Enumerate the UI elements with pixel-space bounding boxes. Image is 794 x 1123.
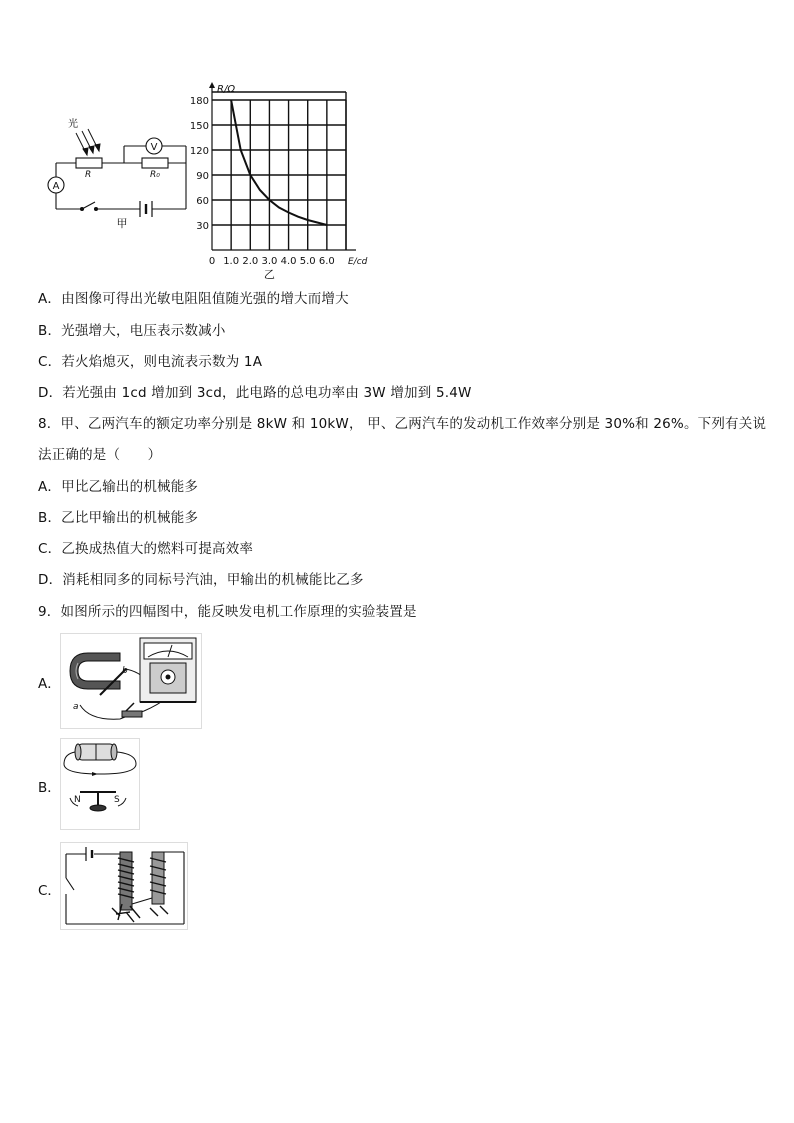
fig-a-label-a: a bbox=[73, 702, 79, 712]
coil-icon bbox=[75, 744, 117, 760]
q8-stem-line1: 8．甲、乙两汽车的额定功率分别是 8kW 和 10kW， 甲、乙两汽车的发动机工作效率分别是 30%和 26%。下列有关说 bbox=[38, 416, 767, 432]
galvanometer-icon bbox=[140, 638, 196, 702]
q8-option-d: D．消耗相同多的同标号汽油，甲输出的机械能比乙多 bbox=[38, 572, 364, 588]
fig-b-label-s: S bbox=[114, 795, 120, 805]
chart-x-tick-label: 2.0 bbox=[242, 256, 259, 267]
q9-option-b-label: B． bbox=[38, 780, 61, 796]
resistor-r0-label: R₀ bbox=[150, 170, 160, 180]
chart-x-tick-label: 3.0 bbox=[261, 256, 278, 267]
chart-y-tick-label: 60 bbox=[196, 196, 209, 207]
chart-y-tick-label: 30 bbox=[196, 221, 209, 232]
q8-option-c: C．乙换成热值大的燃料可提高效率 bbox=[38, 541, 254, 557]
chart-series-line bbox=[231, 100, 327, 225]
q8-option-b: B．乙比甲输出的机械能多 bbox=[38, 510, 199, 526]
circuit-wires bbox=[56, 146, 186, 209]
resistor-r-label: R bbox=[85, 170, 92, 180]
voltmeter-label: V bbox=[150, 142, 158, 153]
q7-option-b: B．光强增大，电压表示数减小 bbox=[38, 323, 226, 339]
chart-y-tick-label: 120 bbox=[189, 146, 209, 157]
circuit-figure bbox=[40, 115, 200, 233]
chart-x-tick-label: 0 bbox=[208, 256, 216, 267]
light-label: 光 bbox=[68, 119, 78, 130]
q8-option-a: A．甲比乙输出的机械能多 bbox=[38, 479, 199, 495]
q7-option-c: C．若火焰熄灭，则电流表示数为 1A bbox=[38, 354, 263, 370]
chart-xlabel: E/cd bbox=[348, 257, 368, 267]
q8-stem-line2: 法正确的是（ ） bbox=[38, 447, 162, 463]
chart-y-arrow bbox=[209, 82, 215, 88]
ammeter-label: A bbox=[52, 181, 60, 192]
chart-x-tick-label: 1.0 bbox=[223, 256, 240, 267]
chart-x-tick-label: 5.0 bbox=[299, 256, 316, 267]
photoresistor-r bbox=[76, 158, 102, 168]
chart-y-tick-label: 90 bbox=[196, 171, 209, 182]
resistor-r0 bbox=[142, 158, 168, 168]
chart-x-tick-label: 4.0 bbox=[280, 256, 297, 267]
chart-ylabel: R/Ω bbox=[217, 84, 235, 95]
chart-y-tick-label: 180 bbox=[189, 96, 209, 107]
chart-y-tick-label: 150 bbox=[189, 121, 209, 132]
q7-option-a: A．由图像可得出光敏电阻阻值随光强的增大而增大 bbox=[38, 291, 349, 307]
q9-option-c-label: C． bbox=[38, 883, 61, 899]
q9-figure-b bbox=[60, 738, 140, 830]
fig-b-label-n: N bbox=[74, 795, 81, 805]
resistance-chart bbox=[188, 80, 378, 280]
q9-stem: 9．如图所示的四幅图中，能反映发电机工作原理的实验装置是 bbox=[38, 604, 417, 620]
circuit-caption: 甲 bbox=[116, 217, 128, 230]
chart-x-tick-label: 6.0 bbox=[318, 256, 335, 267]
battery-icon bbox=[140, 201, 152, 217]
fig-a-label-b: b bbox=[122, 666, 128, 676]
switch-icon bbox=[81, 202, 98, 211]
q9-figure-a bbox=[60, 633, 202, 729]
q7-option-d: D．若光强由 1cd 增加到 3cd，此电路的总电功率由 3W 增加到 5.4W bbox=[38, 385, 472, 401]
chart-caption: 乙 bbox=[263, 268, 275, 280]
light-arrows bbox=[76, 129, 100, 155]
q9-option-a-label: A． bbox=[38, 676, 61, 692]
q9-figure-c bbox=[60, 842, 188, 930]
